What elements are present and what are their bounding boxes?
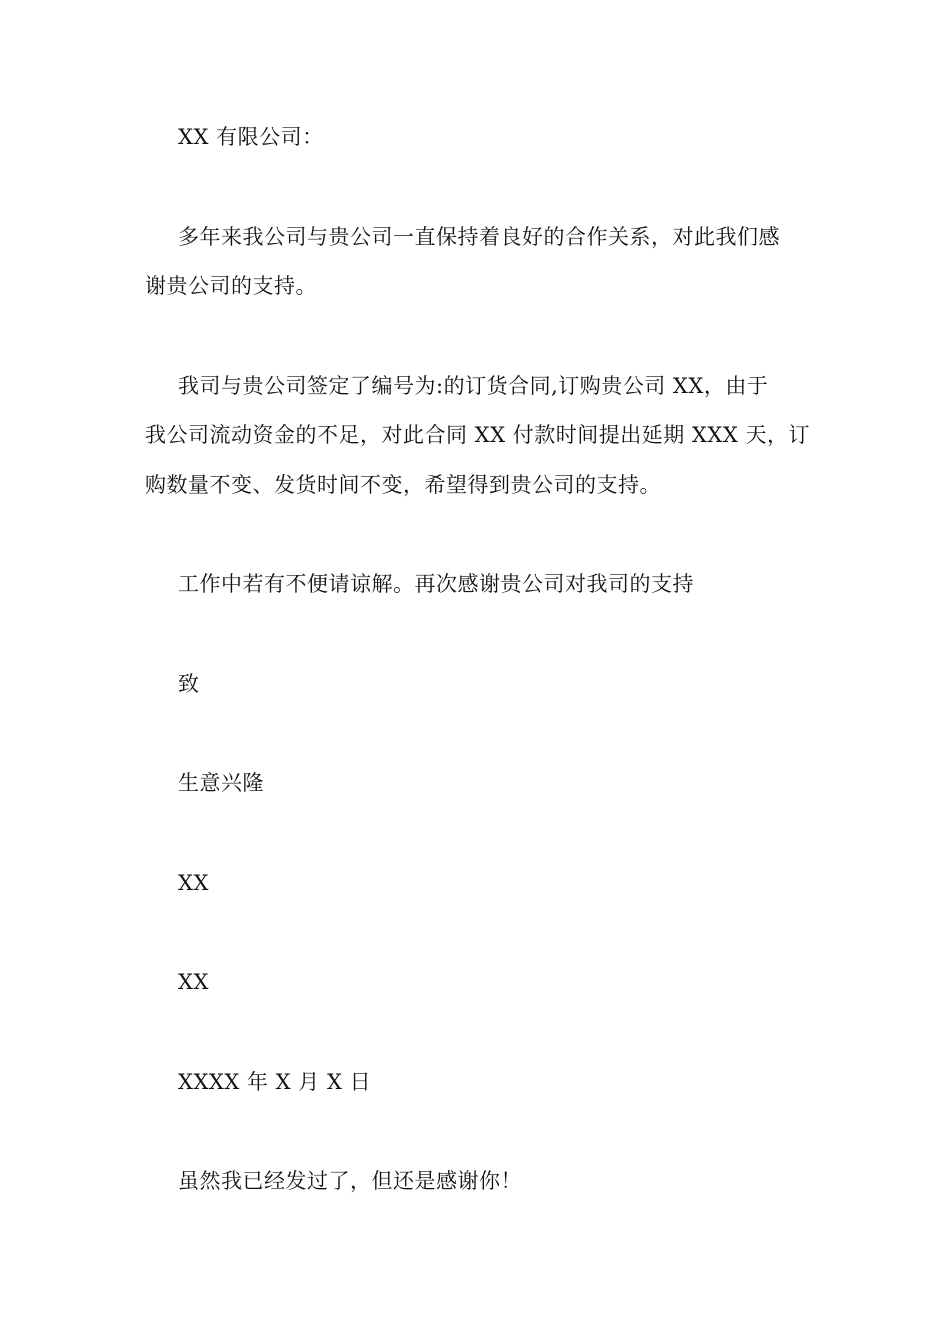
- paragraph-1-line-2: 谢贵公司的支持。: [145, 274, 317, 298]
- postscript: 虽然我已经发过了，但还是感谢你！: [178, 1169, 522, 1193]
- signature-line-1: XX: [178, 871, 209, 895]
- paragraph-2-line-1: 我司与贵公司签定了编号为:的订货合同,订购贵公司 XX，由于: [178, 374, 769, 398]
- salutation: XX 有限公司：: [178, 125, 324, 149]
- closing-line-1: 致: [178, 672, 200, 696]
- paragraph-2-line-3: 购数量不变、发货时间不变，希望得到贵公司的支持。: [145, 473, 661, 497]
- paragraph-2-line-2: 我公司流动资金的不足，对此合同 XX 付款时间提出延期 XXX 天，订: [145, 423, 810, 447]
- paragraph-3: 工作中若有不便请谅解。再次感谢贵公司对我司的支持: [178, 572, 694, 596]
- paragraph-1-line-1: 多年来我公司与贵公司一直保持着良好的合作关系，对此我们感: [178, 225, 780, 249]
- closing-line-2: 生意兴隆: [178, 771, 264, 795]
- signature-line-2: XX: [178, 970, 209, 994]
- date-line: XXXX 年 X 月 X 日: [178, 1070, 372, 1094]
